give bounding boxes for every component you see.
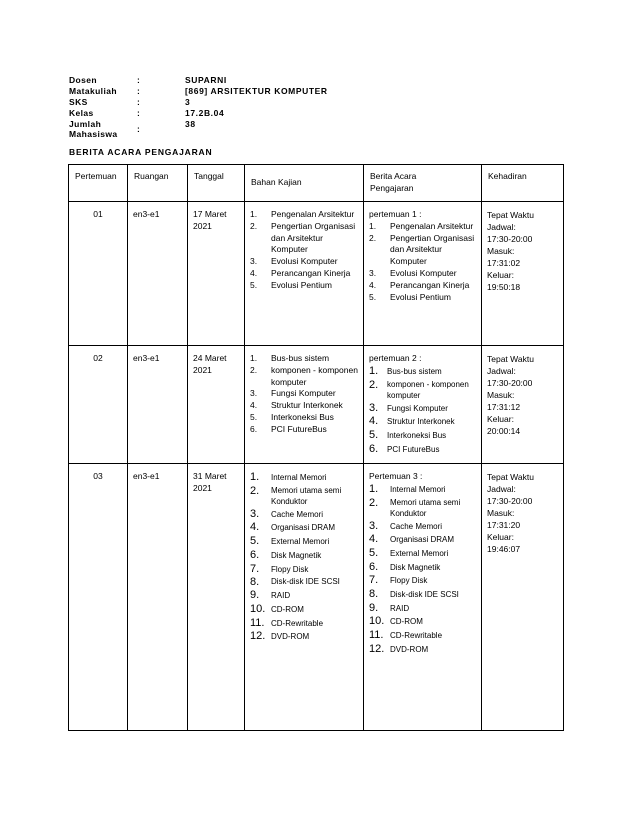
masuk-value: 17:31:12 — [487, 402, 521, 412]
tanggal-cell: 24 Maret 2021 — [188, 346, 245, 464]
list-item: 6. Disk Magnetik — [369, 560, 441, 573]
sks-colon: : — [137, 97, 140, 107]
kehadiran-cell — [482, 202, 564, 346]
list-item: 1. Pengenalan Arsitektur — [369, 220, 474, 231]
berita-acara-title: pertemuan 2 : — [369, 353, 422, 363]
matakuliah-value: [869] ARSITEKTUR KOMPUTER — [185, 86, 328, 96]
list-item: 4. Organisasi DRAM — [369, 533, 455, 546]
masuk-label: Masuk: — [487, 508, 515, 518]
list-item: 3. Fungsi Komputer — [250, 388, 336, 399]
jadwal-value: 17:30-20:00 — [487, 378, 533, 388]
list-item: 11. CD-Rewritable — [369, 629, 443, 642]
tanggal-cell: 31 Maret 2021 — [188, 464, 245, 731]
section-title: BERITA ACARA PENGAJARAN — [69, 147, 213, 157]
sks-label: SKS — [69, 97, 88, 107]
list-item: 5. External Memori — [250, 535, 330, 548]
jumlah-label — [69, 119, 137, 139]
keluar-label: Keluar: — [487, 270, 514, 280]
teaching-report-table — [68, 164, 564, 731]
ruangan-cell: en3-e1 — [128, 202, 188, 346]
list-item: 3. Cache Memori — [250, 507, 324, 520]
list-item: 2. Memori utama semi Konduktor — [369, 496, 461, 518]
kehadiran-status: Tepat Waktu — [487, 210, 534, 220]
berita-acara-list — [369, 221, 477, 304]
header-bahan-kajian: Bahan Kajian — [245, 165, 364, 202]
kehadiran-cell — [482, 464, 564, 731]
bahan-kajian-list — [250, 353, 359, 436]
info-row-sks — [69, 97, 328, 108]
table-row — [69, 202, 564, 346]
table-row — [69, 346, 564, 464]
list-item: 1. Internal Memori — [369, 482, 446, 495]
masuk-value: 17:31:02 — [487, 258, 521, 268]
list-item: 1. Internal Memori — [250, 471, 327, 483]
list-item: 4. Struktur Interkonek — [369, 415, 455, 428]
list-item: 4. Perancangan Kinerja — [250, 267, 351, 278]
list-item: 5. Interkoneksi Bus — [250, 411, 334, 422]
list-item: 10. CD-ROM — [369, 615, 423, 628]
jumlah-value: 38 — [185, 119, 196, 129]
list-item: 4. Perancangan Kinerja — [369, 279, 470, 290]
list-item: 3. Evolusi Komputer — [369, 267, 457, 278]
bahan-kajian-list — [250, 471, 359, 644]
list-item: 2. Pengertian Organisasi dan Arsitektur Komputer — [250, 220, 356, 255]
dosen-label: Dosen — [69, 75, 97, 85]
jumlah-label-line1: Jumlah — [69, 119, 102, 129]
jadwal-value: 17:30-20:00 — [487, 234, 533, 244]
info-row-dosen — [69, 75, 328, 86]
keluar-value: 20:00:14 — [487, 426, 521, 436]
list-item: 7. Flopy Disk — [250, 562, 309, 575]
list-item: 8. Disk-disk IDE SCSI — [369, 588, 459, 601]
list-item: 2. komponen - komponen komputer — [250, 364, 358, 387]
matakuliah-colon: : — [137, 86, 140, 96]
bahan-kajian-list — [250, 209, 359, 292]
jadwal-label: Jadwal: — [487, 484, 516, 494]
kelas-colon: : — [137, 108, 140, 118]
list-item: 5. Interkoneksi Bus — [369, 428, 447, 441]
list-item: 1. Bus-bus sistem — [369, 364, 442, 377]
kelas-value: 17.2B.04 — [185, 108, 225, 118]
kehadiran-status: Tepat Waktu — [487, 354, 534, 364]
list-item: 8. Disk-disk IDE SCSI — [250, 576, 340, 589]
jadwal-label: Jadwal: — [487, 222, 516, 232]
kehadiran-status: Tepat Waktu — [487, 472, 534, 482]
berita-acara-cell — [364, 346, 482, 464]
info-row-jumlah — [69, 119, 328, 139]
kelas-label: Kelas — [69, 108, 94, 118]
berita-acara-list — [369, 365, 477, 457]
list-item: 9. RAID — [250, 589, 291, 602]
list-item: 5. Evolusi Pentium — [369, 291, 451, 302]
bahan-kajian-cell — [245, 346, 364, 464]
matakuliah-label: Matakuliah — [69, 86, 117, 96]
header-ruangan: Ruangan — [128, 165, 188, 202]
info-row-kelas — [69, 108, 328, 119]
jadwal-label: Jadwal: — [487, 366, 516, 376]
dosen-value: SUPARNI — [185, 75, 227, 85]
list-item: 12. DVD-ROM — [369, 642, 429, 655]
list-item: 2. Memori utama semi Konduktor — [250, 484, 342, 507]
berita-acara-list — [369, 483, 477, 657]
jumlah-colon: : — [137, 124, 140, 134]
list-item: 1. Bus-bus sistem — [250, 353, 330, 363]
list-item: 12. DVD-ROM — [250, 630, 310, 643]
pertemuan-cell: 02 — [69, 346, 128, 464]
list-item: 3. Cache Memori — [369, 519, 443, 532]
berita-acara-title: pertemuan 1 : — [369, 209, 422, 219]
list-item: 11. CD-Rewritable — [250, 616, 324, 629]
berita-acara-cell — [364, 464, 482, 731]
header-pertemuan: Pertemuan — [69, 165, 128, 202]
masuk-label: Masuk: — [487, 390, 515, 400]
table-row — [69, 464, 564, 731]
list-item: 2. Pengertian Organisasi dan Arsitektur Komputer — [369, 232, 475, 267]
list-item: 3. Fungsi Komputer — [369, 401, 448, 414]
kehadiran-cell — [482, 346, 564, 464]
list-item: 4. Organisasi DRAM — [250, 521, 336, 534]
list-item: 6. PCI FutureBus — [369, 442, 440, 455]
berita-acara-title: Pertemuan 3 : — [369, 471, 423, 481]
dosen-colon: : — [137, 75, 140, 85]
list-item: 2. komponen - komponen komputer — [369, 378, 469, 400]
header-kehadiran: Kehadiran — [482, 165, 564, 202]
berita-acara-cell — [364, 202, 482, 346]
ruangan-cell: en3-e1 — [128, 346, 188, 464]
info-row-matakuliah — [69, 86, 328, 97]
list-item: 5. External Memori — [369, 546, 449, 559]
list-item: 6. PCI FutureBus — [250, 423, 327, 434]
list-item: 9. RAID — [369, 601, 410, 614]
masuk-label: Masuk: — [487, 246, 515, 256]
list-item: 10. CD-ROM — [250, 602, 304, 615]
jadwal-value: 17:30-20:00 — [487, 496, 533, 506]
table-header-row — [69, 165, 564, 202]
list-item: 5. Evolusi Pentium — [250, 279, 332, 290]
keluar-label: Keluar: — [487, 532, 514, 542]
header-berita-acara: Berita Acara Pengajaran — [364, 165, 482, 202]
ruangan-cell: en3-e1 — [128, 464, 188, 731]
list-item: 7. Flopy Disk — [369, 574, 428, 587]
bahan-kajian-cell — [245, 464, 364, 731]
list-item: 3. Evolusi Komputer — [250, 256, 338, 267]
keluar-label: Keluar: — [487, 414, 514, 424]
list-item: 6. Disk Magnetik — [250, 548, 322, 561]
jumlah-label-line2: Mahasiswa — [69, 129, 118, 139]
list-item: 4. Struktur Interkonek — [250, 400, 343, 411]
masuk-value: 17:31:20 — [487, 520, 521, 530]
pertemuan-cell: 03 — [69, 464, 128, 731]
tanggal-cell: 17 Maret 2021 — [188, 202, 245, 346]
bahan-kajian-cell — [245, 202, 364, 346]
keluar-value: 19:50:18 — [487, 282, 521, 292]
sks-value: 3 — [185, 97, 191, 107]
header-tanggal: Tanggal — [188, 165, 245, 202]
keluar-value: 19:46:07 — [487, 544, 521, 554]
pertemuan-cell: 01 — [69, 202, 128, 346]
list-item: 1. Pengenalan Arsitektur — [250, 209, 355, 219]
course-info — [69, 75, 328, 139]
